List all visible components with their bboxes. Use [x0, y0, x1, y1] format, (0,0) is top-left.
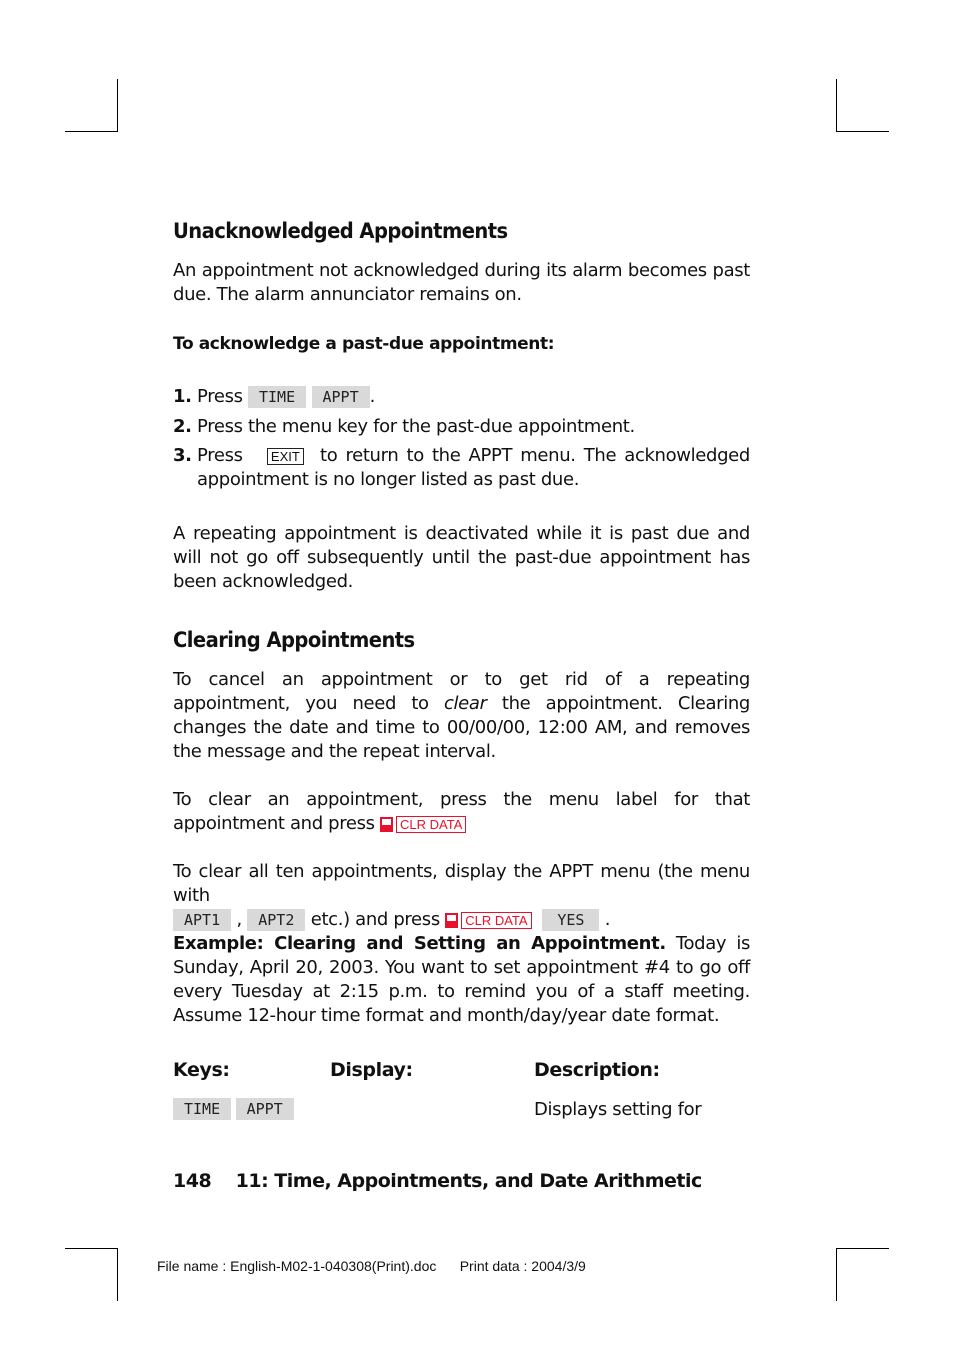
file-info [157, 1258, 586, 1274]
subheading-acknowledge: To acknowledge a past-due appointment: [173, 334, 555, 354]
description-column-header: Description: [534, 1059, 660, 1081]
section-heading-unacknowledged: Unacknowledged Appointments [173, 219, 508, 243]
table-row-keys [173, 1098, 294, 1120]
step-number: 1. [173, 386, 192, 407]
crop-mark-bottom-left-horizontal [65, 1248, 118, 1249]
crop-mark-bottom-left-vertical [117, 1248, 118, 1301]
step-number: 2. [173, 416, 192, 437]
intro-paragraph: An appointment not acknowledged during its alarm becomes past due. The alarm annunciator remains on. [173, 260, 750, 305]
clearing-paragraph-2: To clear an appointment, press the menu label for that appointment and press CLR DATA [173, 789, 750, 834]
crop-mark-top-right-vertical [836, 79, 837, 132]
page-number: 148 [173, 1170, 212, 1192]
crop-mark-top-right-horizontal [836, 131, 889, 132]
crop-mark-bottom-right-horizontal [836, 1248, 889, 1249]
crop-mark-top-left-horizontal [65, 131, 118, 132]
apt1-menu-key: APT1 [173, 909, 231, 931]
clr-data-key: CLR DATA [461, 912, 531, 929]
page-footer [173, 1170, 702, 1192]
clr-data-key: CLR DATA [396, 816, 466, 833]
appt-menu-key: APPT [312, 386, 370, 408]
step-1: 1. Press TIME APPT . [173, 386, 375, 407]
crop-mark-bottom-right-vertical [836, 1248, 837, 1301]
display-column-header: Display: [330, 1059, 413, 1081]
step-number: 3. [173, 445, 192, 466]
chapter-title: 11: Time, Appointments, and Date Arithmetic [235, 1170, 702, 1192]
file-name: File name : English-M02-1-040308(Print).doc [157, 1258, 437, 1274]
shift-icon [445, 913, 458, 928]
crop-mark-top-left-vertical [117, 79, 118, 132]
appt-menu-key: APPT [236, 1098, 294, 1120]
print-date: Print data : 2004/3/9 [459, 1258, 586, 1274]
shift-icon [380, 817, 393, 832]
step-3: 3. Press EXIT to return to the APPT menu. The acknowledged appointment is no longer listed as past due. [173, 445, 750, 490]
repeating-note-paragraph: A repeating appointment is deactivated while it is past due and will not go off subsequently until the past-due appointment has been acknowledged. [173, 523, 750, 592]
table-row-description: Displays setting for [534, 1099, 702, 1120]
time-menu-key: TIME [248, 386, 306, 408]
exit-key: EXIT [267, 448, 304, 465]
yes-menu-key: YES [542, 909, 599, 931]
section-heading-clearing: Clearing Appointments [173, 628, 415, 652]
example-paragraph: Example: Clearing and Setting an Appointment. Today is Sunday, April 20, 2003. You want to set appointment #4 to go off every Tuesday at 2:15 p.m. to remind you of a staff meeting. Assume 12-hour time format and month/day/year date format. [173, 933, 750, 1026]
step-2: 2. Press the menu key for the past-due appointment. [173, 416, 635, 437]
clearing-paragraph-1: To cancel an appointment or to get rid of a repeating appointment, you need to clear the appointment. Clearing changes the date and time to 00/00/00, 12:00 AM, and removes the message and the repeat interval. [173, 669, 750, 762]
clearing-paragraph-3: To clear all ten appointments, display the APPT menu (the menu with APT1 , APT2 etc.) and press CLR DATA YES . [173, 861, 750, 930]
time-menu-key: TIME [173, 1098, 231, 1120]
example-label: Example: Clearing and Setting an Appointment. [173, 933, 666, 954]
keys-column-header: Keys: [173, 1059, 230, 1081]
apt2-menu-key: APT2 [247, 909, 305, 931]
